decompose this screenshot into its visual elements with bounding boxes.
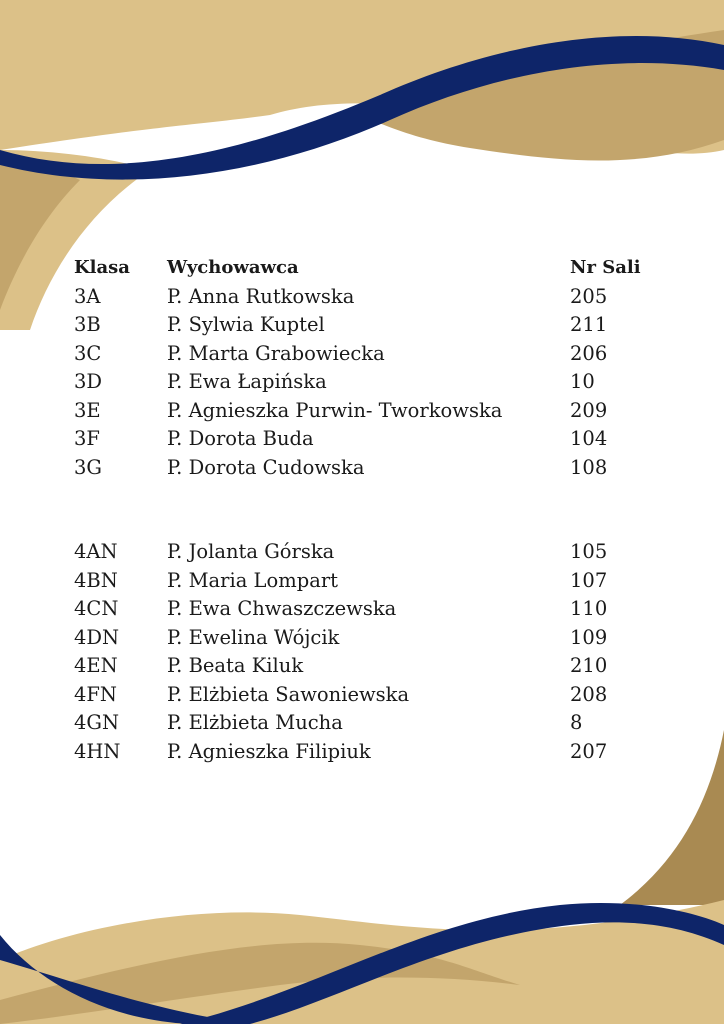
class-cell: 4CN <box>74 597 119 620</box>
room-cell: 10 <box>570 370 595 393</box>
table-header-row <box>74 254 670 283</box>
table-row <box>74 624 670 653</box>
teacher-cell: P. Ewa Łapińska <box>167 370 327 393</box>
table-row <box>74 567 670 596</box>
teacher-cell: P. Maria Lompart <box>167 568 338 592</box>
class-cell: 4GN <box>74 711 120 734</box>
table-row <box>74 397 670 426</box>
teacher-cell: P. Anna Rutkowska <box>167 284 355 308</box>
room-cell: 110 <box>570 597 608 620</box>
class-cell: 3C <box>74 341 102 365</box>
class-cell: 4DN <box>74 625 120 649</box>
room-cell: 109 <box>570 625 608 649</box>
room-cell: 210 <box>570 654 608 677</box>
table-row <box>74 425 670 454</box>
class-cell: 3A <box>74 284 101 308</box>
table-row <box>74 311 670 340</box>
class-cell: 4FN <box>74 682 117 706</box>
room-cell: 8 <box>570 711 583 734</box>
class-cell: 3B <box>74 313 101 336</box>
teacher-cell: P. Marta Grabowiecka <box>167 341 385 365</box>
room-cell: 211 <box>570 313 608 336</box>
table-row <box>74 368 670 397</box>
class-cell: 3E <box>74 398 101 422</box>
class-cell: 4EN <box>74 654 118 677</box>
teacher-cell: P. Jolanta Górska <box>167 540 335 563</box>
group-spacer-row <box>74 482 670 538</box>
table-row <box>74 652 670 681</box>
class-teacher-table-container <box>74 254 674 766</box>
room-cell: 107 <box>570 568 608 592</box>
room-cell: 104 <box>570 427 608 450</box>
teacher-cell: P. Beata Kiluk <box>167 654 304 677</box>
table-row <box>74 283 670 312</box>
class-cell: 3F <box>74 427 100 450</box>
table-row <box>74 340 670 369</box>
teacher-cell: P. Elżbieta Mucha <box>167 711 343 734</box>
teacher-cell: P. Ewelina Wójcik <box>167 625 340 649</box>
table-row <box>74 538 670 567</box>
table-row <box>74 709 670 738</box>
class-cell: 4BN <box>74 568 118 592</box>
room-cell: 209 <box>570 398 608 422</box>
room-cell: 208 <box>570 682 608 706</box>
class-cell: 3G <box>74 455 102 479</box>
teacher-cell: P. Dorota Cudowska <box>167 455 365 479</box>
teacher-cell: P. Elżbieta Sawoniewska <box>167 682 410 706</box>
header-room: Nr Sali <box>570 257 641 278</box>
room-cell: 108 <box>570 455 608 479</box>
class-teacher-table <box>74 254 670 766</box>
room-cell: 206 <box>570 341 608 365</box>
table-row <box>74 681 670 710</box>
header-teacher: Wychowawca <box>167 257 299 278</box>
teacher-cell: P. Ewa Chwaszczewska <box>167 597 397 620</box>
teacher-cell: P. Agnieszka Purwin- Tworkowska <box>167 398 503 422</box>
teacher-cell: P. Dorota Buda <box>167 427 314 450</box>
teacher-cell: P. Sylwia Kuptel <box>167 313 325 336</box>
table-row <box>74 738 670 767</box>
room-cell: 205 <box>570 284 608 308</box>
room-cell: 105 <box>570 540 608 563</box>
table-row <box>74 595 670 624</box>
teacher-cell: P. Agnieszka Filipiuk <box>167 739 371 763</box>
room-cell: 207 <box>570 739 608 763</box>
class-cell: 3D <box>74 370 103 393</box>
class-cell: 4HN <box>74 739 121 763</box>
header-class: Klasa <box>74 257 130 278</box>
table-row <box>74 454 670 483</box>
class-cell: 4AN <box>74 540 118 563</box>
